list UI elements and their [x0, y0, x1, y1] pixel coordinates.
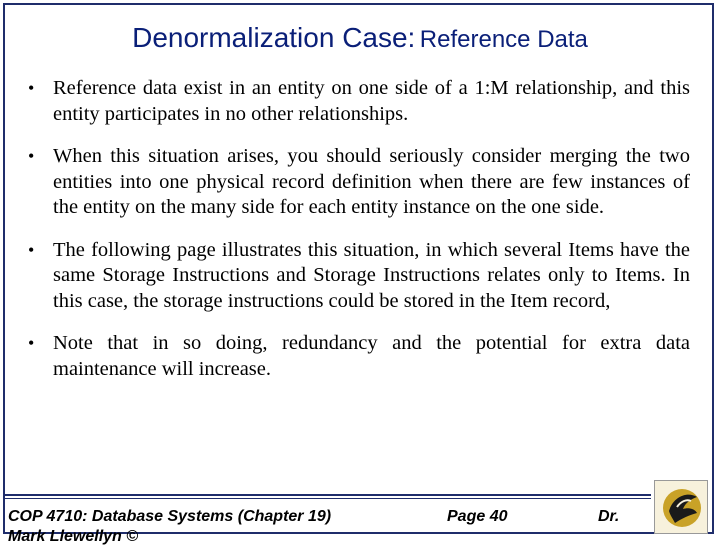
bullet-dot-icon: •: [28, 239, 35, 260]
footer-author-cont: Mark Llewellyn ©: [8, 528, 139, 545]
footer-divider-thin: [3, 498, 651, 499]
title-sub: Reference Data: [419, 26, 588, 53]
title-main: Denormalization Case:: [132, 22, 416, 53]
slide-title: [0, 22, 720, 54]
footer-author: Dr.: [598, 508, 620, 525]
bullet-item: [28, 144, 690, 221]
bullet-text: When this situation arises, you should seriously consider merging the two entities into one physical record definition when there are few instances of the entity on the many side for each entity instance on the one side.: [53, 145, 690, 218]
bullet-text: Note that in so doing, redundancy and the potential for extra data maintenance will increase.: [53, 332, 690, 380]
bullet-dot-icon: •: [28, 333, 35, 353]
bullet-dot-icon: •: [28, 146, 35, 166]
bullet-list: [28, 76, 690, 399]
ucf-pegasus-logo-icon: [654, 480, 708, 534]
bullet-item: [28, 238, 690, 315]
footer-divider: [3, 494, 651, 496]
bullet-text: The following page illustrates this situation, in which several Items have the same Storage Instructions and Storage Instructions relates only to Items. In this case, the storage instructions could be stored in the Item record,: [53, 238, 690, 312]
bullet-text: Reference data exist in an entity on one side of a 1:M relationship, and this entity participates in no other relationships.: [53, 77, 690, 125]
bullet-item: [28, 331, 690, 382]
bullet-item: [28, 76, 690, 127]
footer-page-number: Page 40: [447, 508, 508, 525]
footer-course: COP 4710: Database Systems (Chapter 19): [8, 508, 332, 525]
bullet-dot-icon: •: [28, 78, 35, 98]
